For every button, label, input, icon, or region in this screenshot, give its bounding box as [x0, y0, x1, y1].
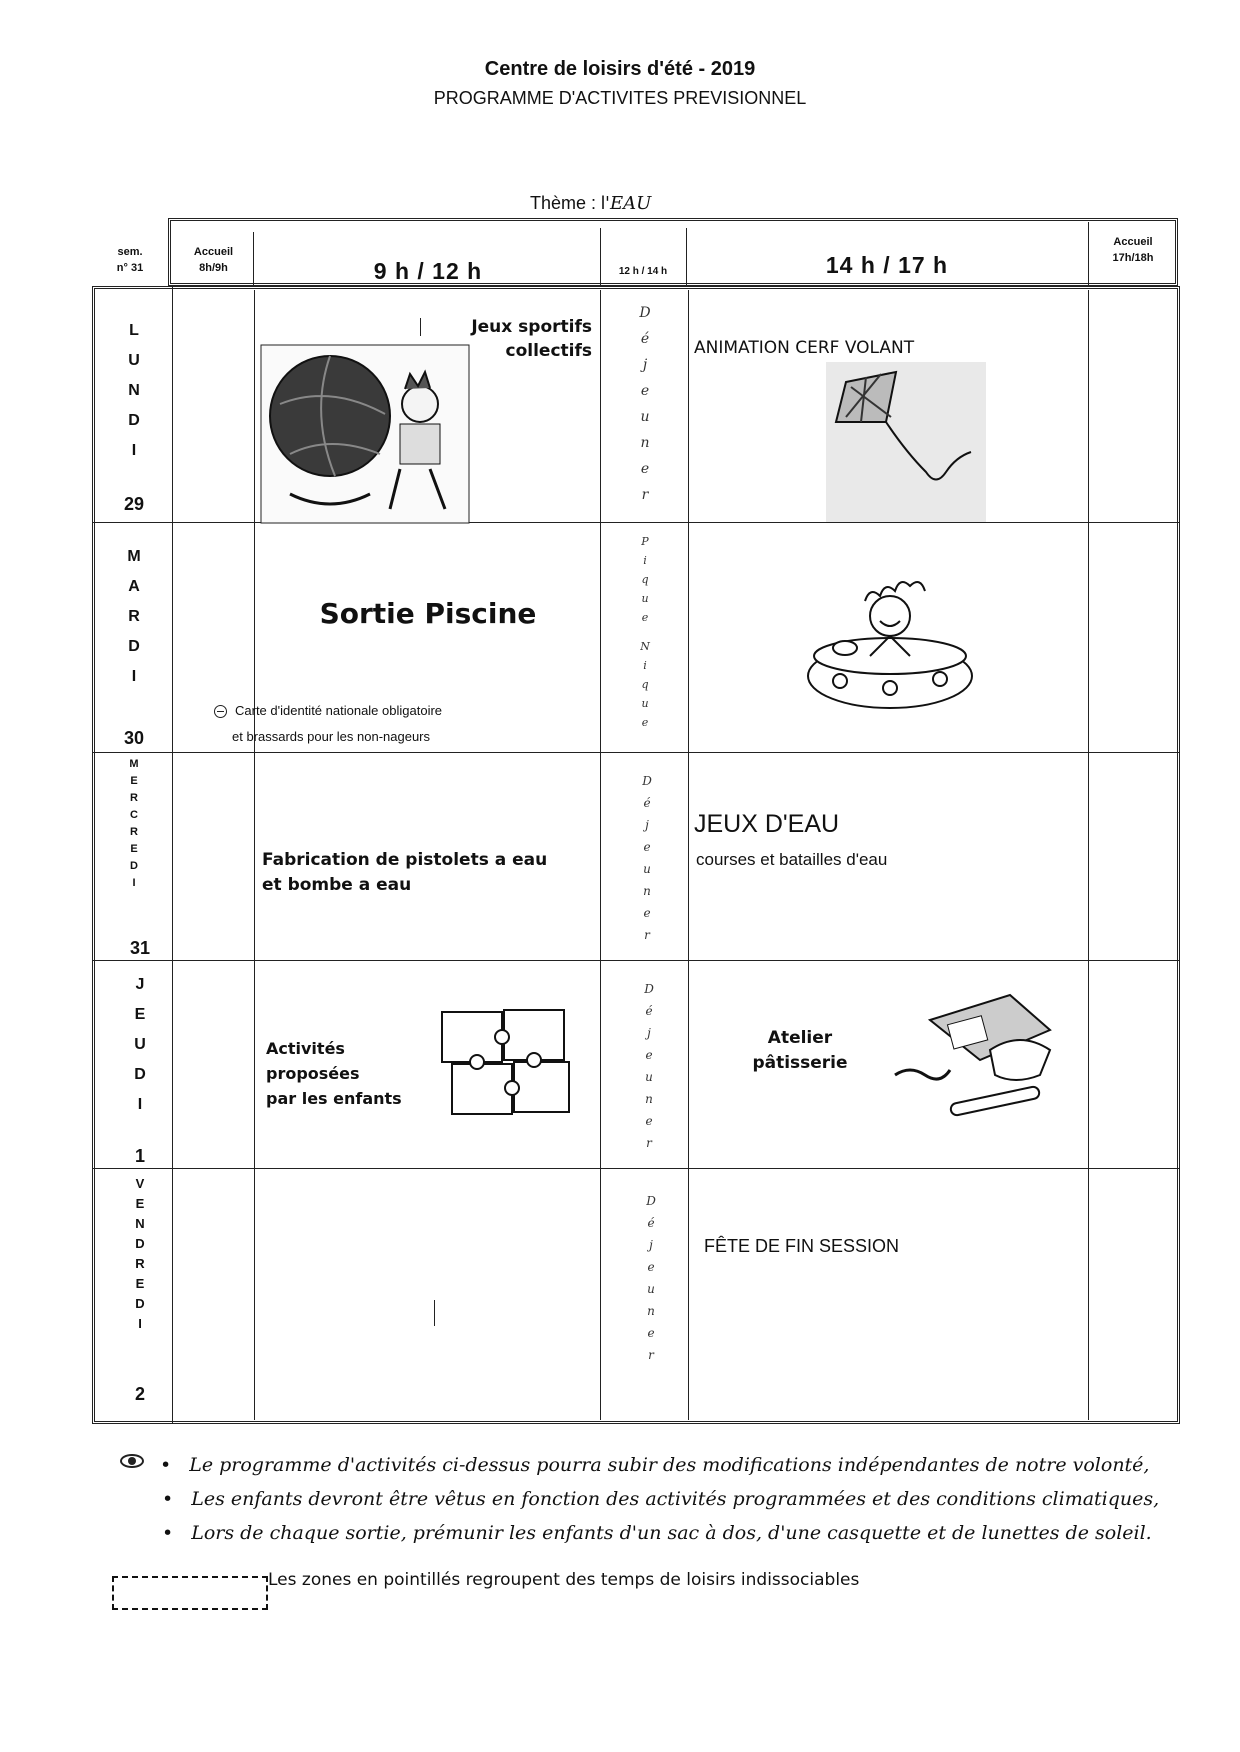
date-1: 1	[134, 1146, 145, 1166]
notes-list	[160, 1448, 1159, 1550]
dotted-zone-legend-text: Les zones en pointillés regroupent des temps de loisirs indissociables	[268, 1570, 860, 1590]
sports-ball-illustration	[260, 344, 470, 524]
theme-line	[530, 193, 651, 214]
piscine-note-line1: Carte d'identité nationale obligatoire	[235, 703, 443, 718]
piscine-note-line2: et brassards pour les non-nageurs	[232, 729, 431, 744]
theme-label: Thème : l	[530, 193, 606, 213]
afternoon-header: 14 h / 17 h	[825, 252, 949, 278]
activity-jeux-eau-title: JEUX D'EAU	[694, 810, 840, 838]
page-subtitle: PROGRAMME D'ACTIVITES PREVISIONNEL	[433, 88, 807, 108]
activity-fete-fin-session: FÊTE DE FIN SESSION	[704, 1236, 900, 1256]
activity-jeux-eau-sub: courses et batailles d'eau	[696, 850, 888, 869]
baking-illustration	[890, 990, 1070, 1120]
day-jeudi: J E U D I	[134, 976, 146, 1113]
activity-sortie-piscine: Sortie Piscine	[319, 597, 537, 630]
lunch-dejeuner-mercredi: D é j e u n e r	[642, 774, 652, 942]
accueil-evening-header: Accueil 17h/18h	[1112, 236, 1154, 264]
note-item: • Les enfants devront être vêtus en fonction des activités programmées et des conditions climatiques,	[162, 1488, 1160, 1510]
note-item: • Le programme d'activités ci-dessus pourra subir des modifications indépendantes de notre volonté,	[160, 1454, 1150, 1476]
lunch-dejeuner-jeudi: D é j e u n e r	[644, 982, 654, 1150]
date-29: 29	[123, 494, 145, 514]
day-lundi: L U N D I	[128, 322, 140, 459]
lunch-pique-nique-mardi: P i q u e N i q u e	[640, 535, 650, 729]
minus-circle-icon	[214, 705, 227, 718]
page-title: Centre de loisirs d'été - 2019	[484, 58, 756, 80]
date-31: 31	[129, 938, 151, 958]
puzzle-illustration	[432, 1002, 582, 1122]
eye-icon	[120, 1454, 144, 1468]
note-item: • Lors de chaque sortie, prémunir les enfants d'un sac à dos, d'une casquette et de lunettes de soleil.	[162, 1522, 1152, 1544]
piscine-note	[214, 698, 442, 750]
accueil-morning-header: Accueil 8h/9h	[193, 246, 234, 274]
kite-illustration	[826, 362, 986, 522]
day-mardi: M A R D I	[127, 548, 141, 685]
pool-child-illustration	[800, 576, 980, 716]
lunch-header: 12 h / 14 h	[618, 266, 668, 277]
date-30: 30	[123, 728, 145, 748]
activity-cerf-volant: ANIMATION CERF VOLANT	[694, 338, 915, 358]
activity-jeux-sportifs: Jeux sportifs collectifs	[471, 317, 592, 361]
activity-patisserie: Atelier pâtisserie	[752, 1028, 848, 1073]
activity-pistolets-eau: Fabrication de pistolets a eau et bombe a eau	[262, 850, 548, 895]
day-mercredi: M E R C R E D I	[129, 758, 139, 889]
theme-value: 'EAU	[605, 193, 652, 214]
activity-proposees-enfants: Activités proposées par les enfants	[266, 1039, 402, 1108]
day-vendredi: V E N D R E D I	[135, 1176, 145, 1331]
morning-header: 9 h / 12 h	[373, 258, 483, 284]
lunch-dejeuner-lundi: D é j e u n e r	[639, 305, 651, 503]
date-2: 2	[134, 1384, 145, 1404]
week-label: sem. n° 31	[116, 246, 144, 274]
lunch-dejeuner-vendredi: D é j e u n e r	[646, 1194, 656, 1362]
dotted-zone-legend-box	[112, 1576, 268, 1610]
